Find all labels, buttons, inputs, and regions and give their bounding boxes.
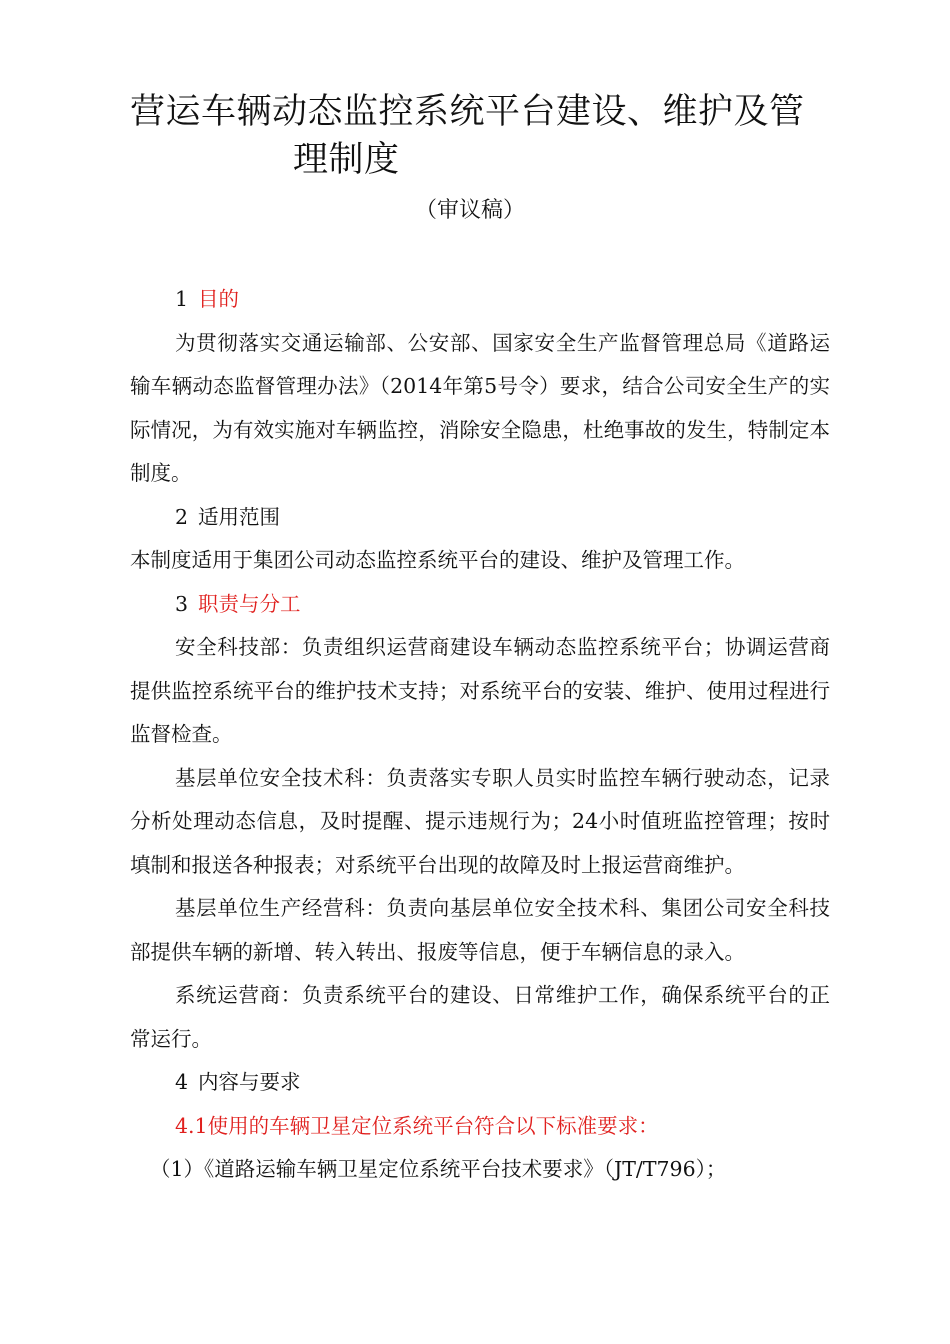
section-heading-3 [130, 583, 830, 627]
section-number: 3 [175, 591, 189, 616]
section-3-paragraph-operator: 系统运营商：负责系统平台的建设、日常维护工作，确保系统平台的正常运行。 [130, 983, 830, 1051]
document-body [130, 278, 830, 1192]
section-3-paragraph-safety-dept: 安全科技部：负责组织运营商建设车辆动态监控系统平台；协调运营商提供监控系统平台的维护技术支持；对系统平台的安装、维护、使用过程进行监督检查。 [130, 635, 830, 746]
section-1-paragraph: 为贯彻落实交通运输部、公安部、国家安全生产监督管理总局《道路运输车辆动态监督管理办法》（2014年第5号令）要求，结合公司安全生产的实际情况，为有效实施对车辆监控，消除安全隐患，杜绝事故的发生，特制定本制度。 [130, 330, 830, 485]
section-heading-4 [130, 1061, 830, 1105]
section-number: 1 [175, 287, 189, 311]
section-2-paragraph: 本制度适用于集团公司动态监控系统平台的建设、维护及管理工作。 [130, 548, 745, 572]
subsection-4-1-heading: 4.1使用的车辆卫星定位系统平台符合以下标准要求： [175, 1113, 659, 1138]
document-title-line1: 营运车辆动态监控系统平台建设、维护及管 [130, 92, 805, 132]
document-title-line2: 理制度 [293, 140, 400, 180]
section-3-paragraph-production: 基层单位生产经营科：负责向基层单位安全技术科、集团公司安全科技部提供车辆的新增、转入转出、报废等信息，便于车辆信息的录入。 [130, 896, 830, 964]
section-title: 适用范围 [198, 504, 281, 529]
section-heading-2 [130, 496, 830, 540]
section-3-paragraph-safety-tech: 基层单位安全技术科：负责落实专职人员实时监控车辆行驶动态，记录分析处理动态信息，及时提醒、提示违规行为；24小时值班监控管理；按时填制和报送各种报表；对系统平台出现的故障及时上报运营商维护。 [130, 765, 830, 877]
section-heading-1 [130, 278, 830, 322]
section-title: 目的 [198, 287, 240, 311]
section-number: 2 [175, 504, 189, 529]
standard-list-item: （1）《道路运输车辆卫星定位系统平台技术要求》（JT/T796）； [150, 1157, 727, 1181]
document-subtitle: （审议稿） [415, 198, 526, 223]
section-title: 职责与分工 [198, 591, 301, 616]
section-title: 内容与要求 [198, 1070, 301, 1094]
section-number: 4 [175, 1070, 189, 1094]
document-title [130, 88, 830, 184]
